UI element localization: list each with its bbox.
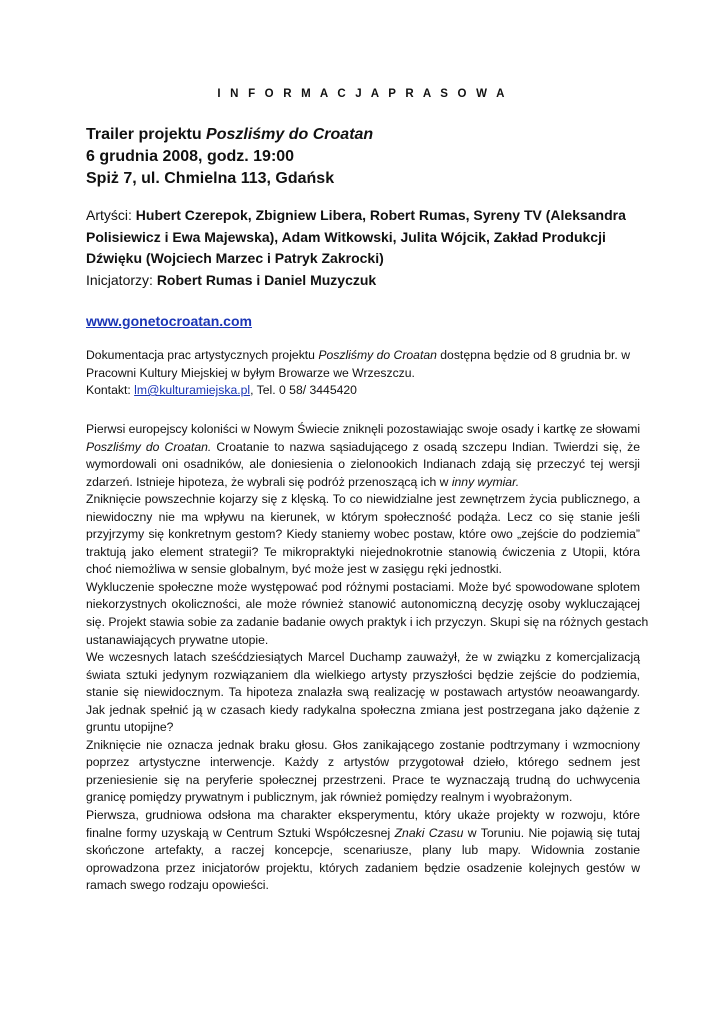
artists-line-1	[86, 205, 646, 227]
documentation-line-1	[86, 347, 646, 365]
body-line-italic: Znaki Czasu	[394, 825, 464, 840]
event-place: Spiż 7, ul. Chmielna 113, Gdańsk	[86, 170, 335, 187]
body-line	[86, 737, 640, 755]
phone-number: , Tel. 0 58/ 3445420	[250, 383, 357, 397]
body-line	[86, 877, 640, 895]
body-line	[86, 509, 640, 527]
body-line	[86, 596, 640, 614]
body-line	[86, 860, 640, 878]
documentation-section	[86, 347, 646, 400]
body-line-text: We wczesnych latach sześćdziesiątych Marcel Duchamp zauważył, że w związku z komercjalizacją	[86, 650, 640, 665]
body-line-text: w Toruniu. Nie pojawią się tutaj	[463, 825, 640, 840]
body-line-text: wymordowali oni osadników, ale doniesienia o zielonookich Indianach zdają się przeczyć tej wersji	[86, 457, 640, 472]
body-line-text: Pierwsza, grudniowa odsłona ma charakter eksperymentu, który ukaże projekty w rozwoju, które	[86, 808, 640, 823]
body-line	[86, 772, 640, 790]
documentation-text-a: Dokumentacja prac artystycznych projektu	[86, 348, 319, 362]
project-name: Poszliśmy do Croatan	[206, 126, 374, 143]
documentation-project-name: Poszliśmy do Croatan	[318, 348, 437, 362]
body-line	[86, 456, 640, 474]
contact-label: Kontakt:	[86, 383, 135, 397]
body-line-italic: inny wymiar.	[451, 474, 520, 489]
body-line-text: świata sztuki jedynym rozwiązaniem dla wielkiego artysty przyszłości będzie zejście do podziemia,	[86, 667, 640, 682]
body-line-text: choć niemożliwa w sensie globalnym, być może jest w zasięgu ręki jednostki.	[86, 562, 502, 577]
body-line	[86, 667, 640, 685]
body-line-text: oprowadzona przez inicjatorów projektu, których zadaniem będzie osadzenie kolejnych gestów w	[86, 860, 640, 875]
artists-names-3: Dźwięku (Wojciech Marzec i Patryk Zakrocki)	[86, 250, 384, 266]
body-line-text: się. Projekt stawia sobie za zadanie badanie owych praktyk i ich przyczyn. Skupi się na różnych gestach	[86, 615, 649, 630]
artists-names-2: Polisiewicz i Ewa Majewska), Adam Witkowski, Julita Wójcik, Zakład Produkcji	[86, 228, 606, 245]
body-line	[86, 474, 640, 492]
body-line-text: poprzez artystyczne interwencje. Każdy z artystów przygotował dzieło, którego sednem jest	[86, 755, 640, 770]
email-link[interactable]: lm@kulturamiejska.pl	[134, 383, 251, 397]
body-line	[86, 754, 640, 772]
artists-names-1: Hubert Czerepok, Zbigniew Libera, Robert Rumas, Syreny TV (Aleksandra	[135, 207, 626, 223]
event-date: 6 grudnia 2008, godz. 19:00	[86, 148, 295, 165]
body-line	[86, 842, 640, 860]
body-line	[86, 579, 640, 597]
artists-section	[86, 205, 646, 291]
body-line-text: Croatanie to nazwa sąsiadującego z osadą szczepu Indian. Twierdzi się, że	[211, 439, 640, 454]
artists-line-3	[86, 248, 646, 270]
body-line	[86, 614, 649, 632]
body-line	[86, 526, 640, 544]
body-line	[86, 719, 640, 737]
body-line	[86, 825, 640, 843]
event-title-prefix: Trailer projektu	[86, 126, 207, 143]
body-line-text: zdarzeń. Istnieje hipoteza, że wybrali się podróż przenoszącą ich w	[86, 474, 452, 489]
body-line-text: Zniknięcie powszechnie kojarzy się z klęską. To co niewidzialne jest zewnętrzem życia publicznego, a	[86, 492, 640, 507]
body-line	[86, 421, 640, 439]
body-line	[86, 649, 640, 667]
body-line-text: traktują jako element strategii? Te mikropraktyki niejednokrotnie stanowią ćwiczenia z Utopii, która	[86, 544, 640, 559]
body-line-text: Jak jednak spełnić ją w czasach kiedy radykalna społeczna zmiana jest postrzegana jako dążenie z	[86, 702, 640, 717]
body-line	[86, 807, 640, 825]
body-line-text: przeniesienie się na peryferie społecznej przestrzeni. Prace te wyznaczają trudną do uchwycenia	[86, 772, 640, 787]
website-link[interactable]: www.gonetocroatan.com	[86, 313, 252, 329]
body-line-text: niewidoczny nie ma wpływu na kierunek, w którym społeczność podąża. Lecz co się stanie jeśli	[86, 509, 640, 524]
body-line-text: finalne formy uzyskają w Centrum Sztuki Współczesnej	[86, 825, 395, 840]
initiators-line	[86, 270, 646, 292]
body-line-text: ustanawiających prywatne utopie.	[86, 632, 269, 647]
documentation-line-2: Pracowni Kultury Miejskiej w byłym Browarze we Wrzeszczu.	[86, 365, 415, 380]
body-line-text: stanie się niewidocznym. Ta hipoteza znalazła swą realizację w postawach artystów neoawangardy.	[86, 685, 640, 700]
body-line-text: granicę pomiędzy prywatnym i publicznym, jak również pomiędzy realnym i wyobrażonym.	[86, 790, 573, 805]
body-line-text: Pierwsi europejscy koloniści w Nowym Świecie zniknęli pozostawiając swoje osady i kartkę ze słowami	[86, 422, 641, 436]
body-line-text: gruntu utopijne?	[86, 720, 174, 735]
body-line-text: niekorzystnych okoliczności, ale może również stanowić autonomiczną decyzję osoby wykluczającej	[86, 597, 640, 612]
contact-line	[86, 382, 646, 400]
initiators-names: Robert Rumas i Daniel Muzyczuk	[156, 271, 377, 288]
documentation-text-b: dostępna będzie od 8 grudnia br. w	[436, 348, 630, 362]
body-line	[86, 491, 640, 509]
body-line-text: ramach swego rodzaju opowieści.	[86, 878, 269, 893]
artists-label: Artyści:	[86, 207, 136, 223]
initiators-label: Inicjatorzy:	[86, 271, 157, 288]
body-line	[86, 684, 640, 702]
body-line-text: Zniknięcie nie oznacza jednak braku głosu. Głos zanikającego zostanie podtrzymany i wzmocniony	[86, 737, 640, 752]
body-line	[86, 544, 640, 562]
article-body	[86, 421, 649, 895]
body-line-text: skończone artefakty, a raczej koncepcje, scenariusze, plany lub mapy. Widownia zostanie	[86, 843, 640, 858]
body-line	[86, 632, 640, 650]
press-release-header: I N F O R M A C J A P R A S O W A	[217, 88, 508, 100]
body-line	[86, 561, 640, 579]
body-line	[86, 789, 640, 807]
body-line-text: Wykluczenie społeczne może występować pod różnymi postaciami. Może być spowodowane splotem	[86, 579, 640, 594]
body-line-text: przyjrzymy się konkretnym gestom? Kiedy staniemy wobec postaw, które owo „zejście do podziemia”	[86, 527, 640, 542]
event-title	[86, 124, 646, 146]
event-info	[86, 124, 646, 190]
artists-line-2	[86, 227, 646, 249]
body-line	[86, 702, 640, 720]
body-line-italic: Poszliśmy do Croatan.	[86, 439, 212, 454]
body-line	[86, 439, 640, 457]
